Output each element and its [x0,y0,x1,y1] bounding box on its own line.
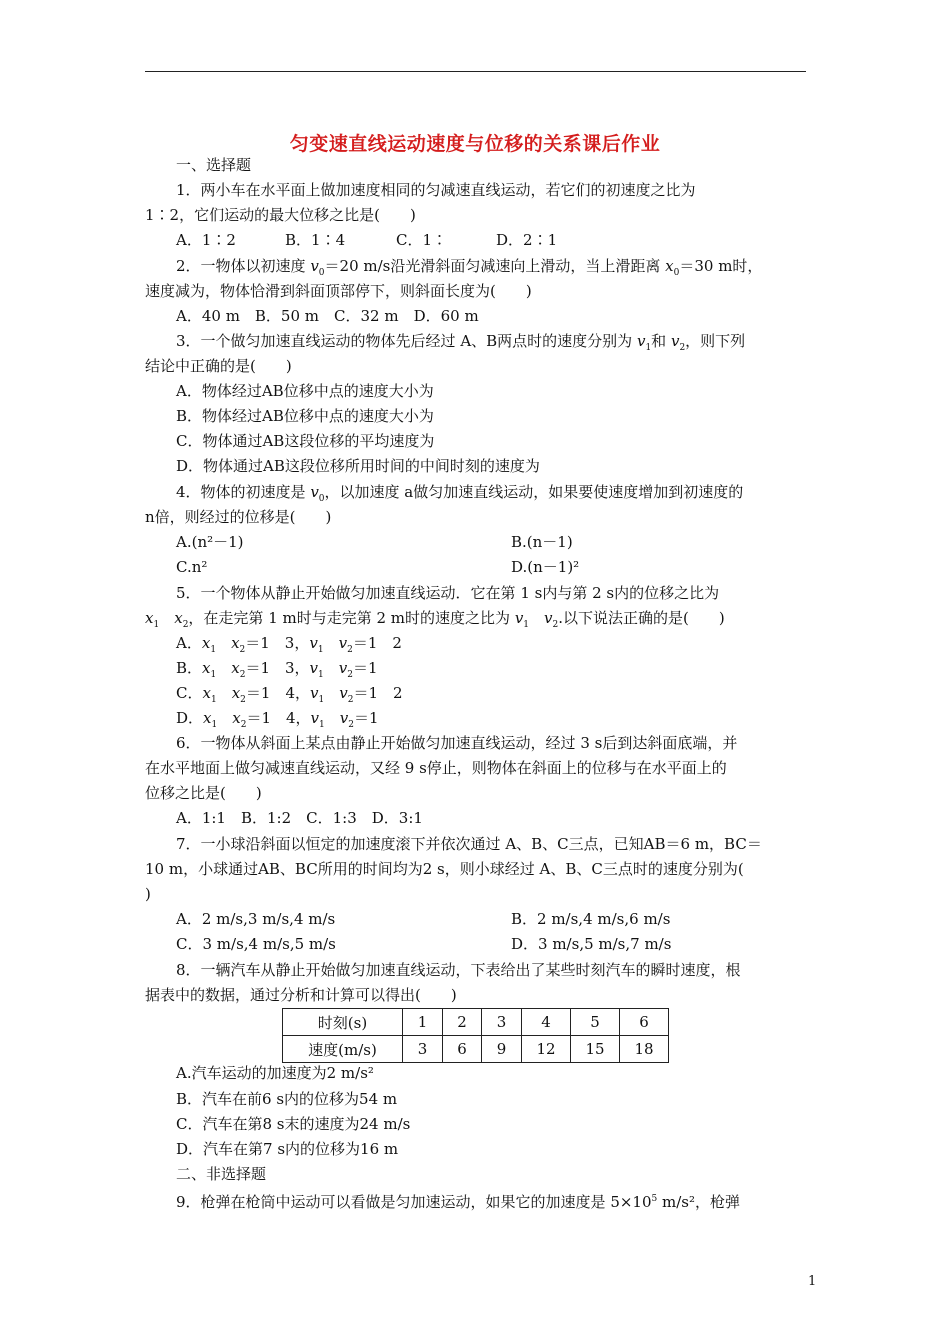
section-heading-open: 二、非选择题 [176,1165,267,1183]
q5-option-a: A．$x_1$ $x_2=1$ 3，$v_1$ $v_2=1$ 2 [176,634,402,655]
q8-option-a: A.汽车运动的加速度为2 m/s² [176,1064,374,1082]
q6-line-3: 位移之比是( ) [145,784,262,802]
q1-option-c: C．1∶ [396,231,448,249]
q4-option-a: A.(n²－1) [176,533,244,551]
q4-option-d: D.(n－1)² [511,558,580,576]
q7-line-1: 7．一小球沿斜面以恒定的加速度滚下并依次通过 A、B、C三点，已知AB＝6 m，BC＝ [176,835,762,853]
table-cell: 18 [620,1036,669,1063]
q7-line-2: 10 m，小球通过AB、BC所用的时间均为2 s，则小球经过 A、B、C三点时的速度分别为( [145,860,744,878]
table-cell: 2 [443,1009,482,1036]
table-row-label: 时刻(s) [283,1009,403,1036]
q5-line-2: $x_1$ $x_2$，在走完第 1 m时与走完第 2 m时的速度之比为 $v_1$ $v_2$.以下说法正确的是( ) [145,609,725,630]
q2-line-2: 速度减为，物体恰滑到斜面顶部停下，则斜面长度为( ) [145,282,532,300]
q6-line-2: 在水平地面上做匀减速直线运动，又经 9 s停止，则物体在斜面上的位移与在水平面上的 [145,759,727,777]
header-rule [145,71,806,72]
q5-option-c: C．$x_1$ $x_2=1$ 4，$v_1$ $v_2=1$ 2 [176,684,403,705]
table-row-label: 速度(m/s) [283,1036,403,1063]
table-row [283,1009,669,1036]
q8-option-c: C．汽车在第8 s末的速度为24 m/s [176,1115,411,1133]
section-heading-choice: 一、选择题 [176,156,252,174]
q7-line-3: ) [145,885,151,903]
q4-line-2: n倍，则经过的位移是( ) [145,508,332,526]
q8-line-1: 8．一辆汽车从静止开始做匀加速直线运动，下表给出了某些时刻汽车的瞬时速度，根 [176,961,741,979]
q8-option-b: B．汽车在前6 s内的位移为54 m [176,1090,398,1108]
table-row [283,1036,669,1063]
q4-line-1: 4．物体的初速度是 $v_0$，以加速度 a做匀加速直线运动，如果要使速度增加到初速度的 [176,483,744,504]
q4-option-c: C.n² [176,558,208,576]
q1-option-d: D．2∶1 [496,231,558,249]
table-cell: 9 [482,1036,522,1063]
table-cell: 12 [522,1036,571,1063]
q1-line-1: 1．两小车在水平面上做加速度相同的匀减速直线运动，若它们的初速度之比为 [176,181,696,199]
table-cell: 1 [403,1009,443,1036]
q7-option-c: C．3 m/s,4 m/s,5 m/s [176,935,336,953]
q5-option-d: D．$x_1$ $x_2=1$ 4，$v_1$ $v_2=1$ [176,709,379,730]
page-title: 匀变速直线运动速度与位移的关系课后作业 [289,133,661,155]
q1-option-b: B．1∶4 [285,231,346,249]
page-number: 1 [808,1274,817,1289]
q3-option-d: D．物体通过AB这段位移所用时间的中间时刻的速度为 [176,457,540,475]
q3-line-1: 3．一个做匀加速直线运动的物体先后经过 A、B两点时的速度分别为 $v_1$和 $v_2$，则下列 [176,332,746,353]
q2-line-1: 2．一物体以初速度 $v_0=20$ m/s沿光滑斜面匀减速向上滑动，当上滑距离 $x_0=30$ m时， [176,257,763,278]
q3-option-a: A．物体经过AB位移中点的速度大小为 [176,382,434,400]
q5-option-b: B．$x_1$ $x_2=1$ 3，$v_1$ $v_2=1$ [176,659,378,680]
q3-option-b: B．物体经过AB位移中点的速度大小为 [176,407,434,425]
q8-line-2: 据表中的数据，通过分析和计算可以得出( ) [145,986,457,1004]
table-cell: 4 [522,1009,571,1036]
q3-option-c: C．物体通过AB这段位移的平均速度为 [176,432,435,450]
q6-line-1: 6．一物体从斜面上某点由静止开始做匀加速直线运动，经过 3 s后到达斜面底端，并 [176,734,738,752]
q7-option-b: B．2 m/s,4 m/s,6 m/s [511,910,671,928]
q8-data-table [282,1008,669,1063]
q9-line-1: 9．枪弹在枪筒中运动可以看做是匀加速运动，如果它的加速度是 $5\times 10^5$ m/s²，枪弹 [176,1193,741,1211]
table-cell: 5 [571,1009,620,1036]
table-cell: 3 [482,1009,522,1036]
table-cell: 15 [571,1036,620,1063]
q8-option-d: D．汽车在第7 s内的位移为16 m [176,1140,399,1158]
q3-line-2: 结论中正确的是( ) [145,357,292,375]
table-cell: 3 [403,1036,443,1063]
q7-option-a: A．2 m/s,3 m/s,4 m/s [176,910,336,928]
q2-options: A．40 m B．50 m C．32 m D．60 m [176,307,479,325]
q4-option-b: B.(n－1) [511,533,573,551]
table-cell: 6 [620,1009,669,1036]
q1-option-a: A．1∶2 [176,231,236,249]
table-cell: 6 [443,1036,482,1063]
q6-options: A．1:1 B．1:2 C．1:3 D．3:1 [176,809,423,827]
q5-line-1: 5．一个物体从静止开始做匀加速直线运动．它在第 1 s内与第 2 s内的位移之比为 [176,584,720,602]
q7-option-d: D．3 m/s,5 m/s,7 m/s [511,935,672,953]
q1-line-2: 1∶2，它们运动的最大位移之比是( ) [145,206,416,224]
